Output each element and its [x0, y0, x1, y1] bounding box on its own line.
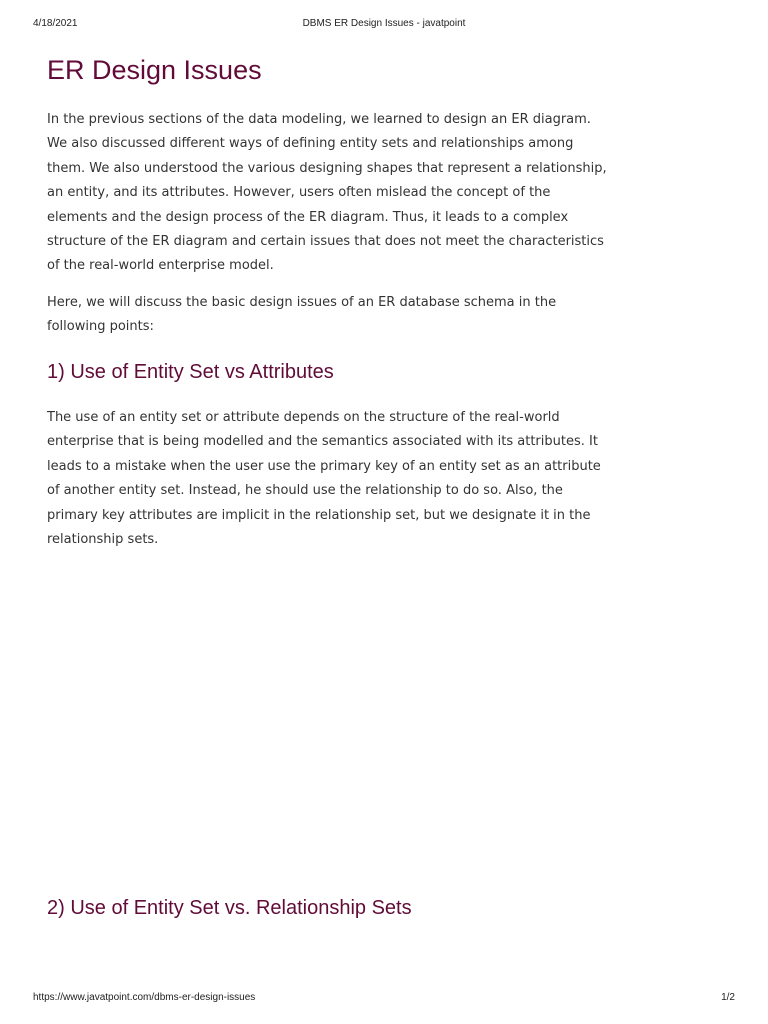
page-url[interactable]: https://www.javatpoint.com/dbms-er-design-issues: [33, 992, 256, 1003]
section-paragraph-entity-set-vs-attributes: The use of an entity set or attribute depends on the structure of the real-world enterprise that is being modelled and the semantics associated with its attributes. It leads to a mistake when the user use the primary key of an entity set as an attribute of another entity set. Instead, he should use the relationship to do so. Also, the primary key attributes are implicit in the relationship set, but we designate it in the relationship sets.: [47, 410, 601, 548]
print-footer: [33, 992, 735, 1006]
page-number: 1/2: [721, 992, 735, 1003]
intro-paragraph-2: Here, we will discuss the basic design issues of an ER database schema in the following points:: [47, 295, 557, 335]
intro-paragraph: In the previous sections of the data modeling, we learned to design an ER diagram. We also discussed different ways of defining entity sets and relationships among them. We also understood the various designing shapes that represent a relationship, an entity, and its attributes. However, users often mislead the concept of the elements and the design process of the ER diagram. Thus, it leads to a complex structure of the ER diagram and certain issues that does not meet the characteristics of the real-world enterprise model.: [47, 112, 607, 274]
section-heading-entity-set-vs-attributes: 1) Use of Entity Set vs Attributes: [47, 361, 334, 383]
document-title: DBMS ER Design Issues - javatpoint: [302, 18, 466, 29]
section-heading-entity-set-vs-relationship-sets: 2) Use of Entity Set vs. Relationship Sets: [47, 897, 412, 919]
print-date: 4/18/2021: [33, 18, 78, 29]
page-title: ER Design Issues: [47, 55, 262, 85]
article-content: [47, 52, 607, 919]
print-header: [33, 18, 735, 32]
